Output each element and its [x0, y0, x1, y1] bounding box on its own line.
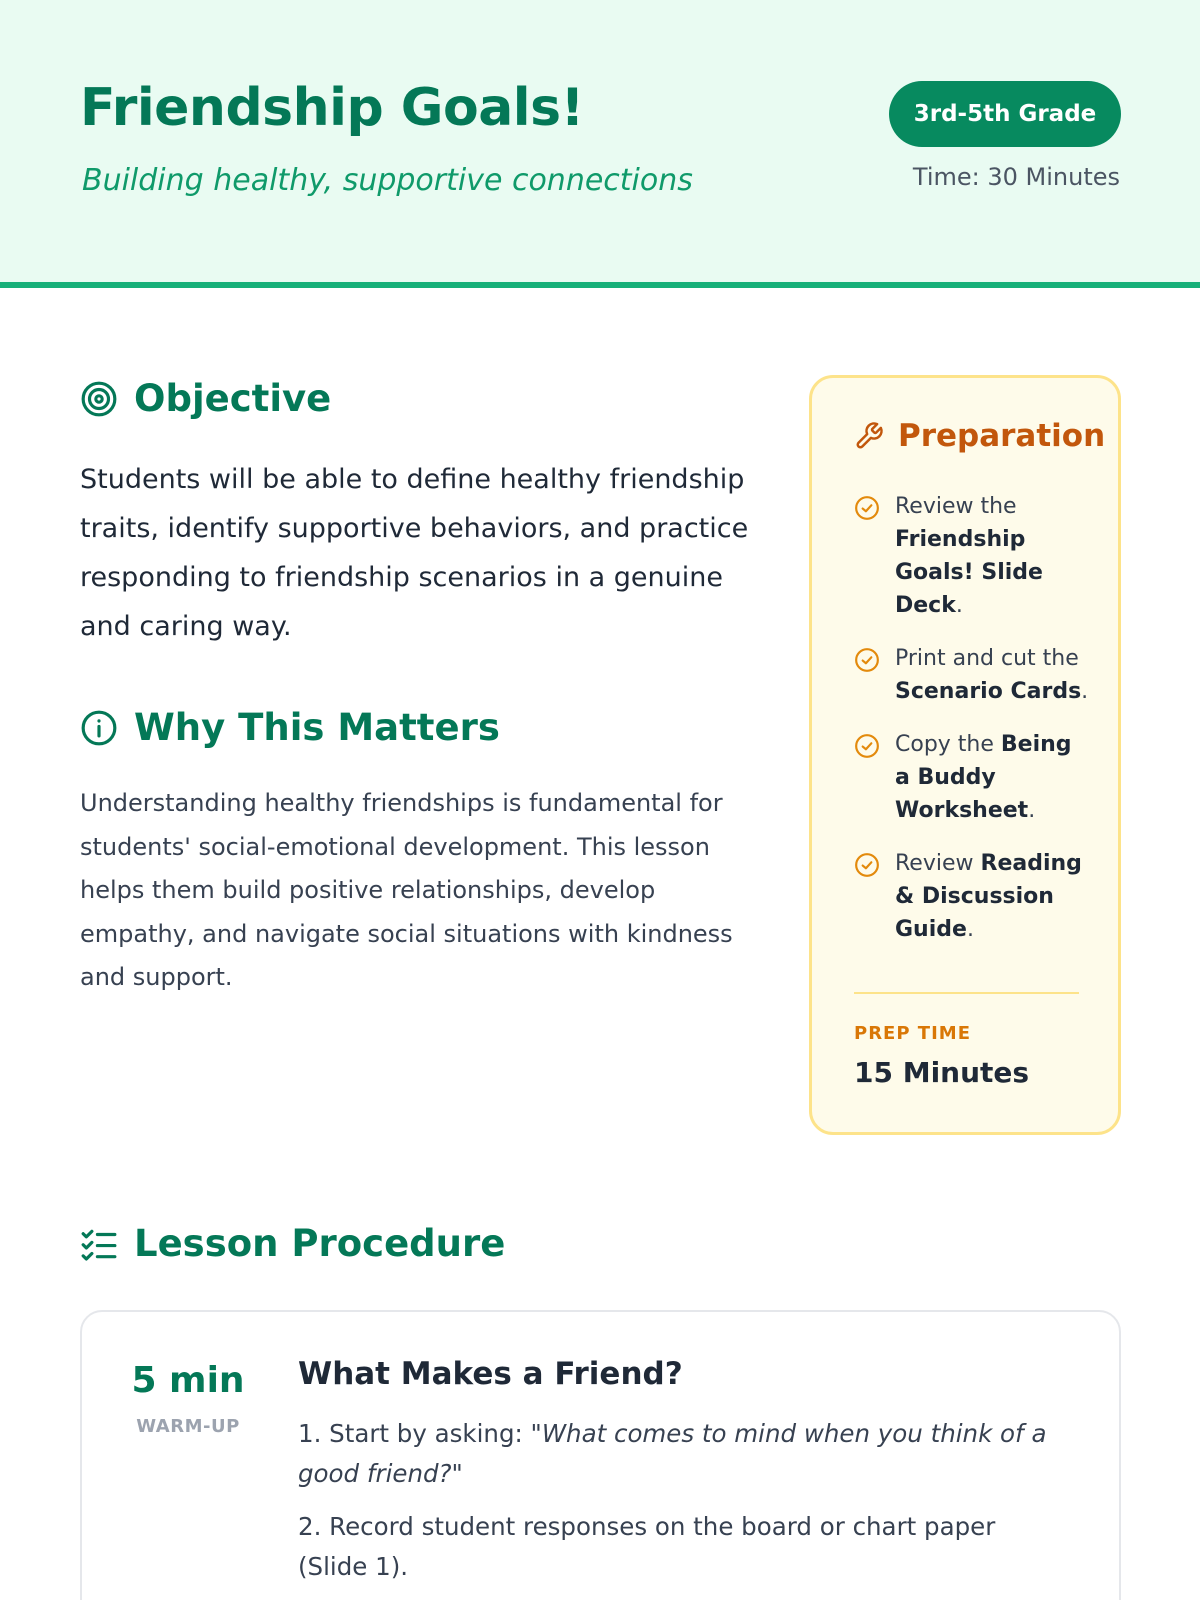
preparation-item-resource: Friendship Goals! Slide Deck: [895, 527, 1043, 618]
page-title: Friendship Goals!: [80, 78, 584, 138]
check-circle-icon: [854, 733, 880, 759]
target-icon: [80, 380, 118, 418]
info-icon: [80, 709, 118, 747]
check-circle-icon: [854, 495, 880, 521]
why-heading: [80, 706, 500, 749]
lesson-duration: Time: 30 Minutes: [912, 163, 1120, 191]
preparation-heading: [854, 418, 1105, 454]
why-text: Understanding healthy friendships is fundamental for students' social-emotional development. This lesson helps them build positive relationships, develop empathy, and navigate social situations with kindness and support.: [80, 789, 733, 991]
preparation-item-resource: Scenario Cards: [895, 679, 1082, 704]
procedure-heading-label: Lesson Procedure: [134, 1222, 506, 1265]
preparation-item: Print and cut the Scenario Cards.: [854, 642, 1090, 708]
preparation-item-resource: Being a Buddy Worksheet: [895, 732, 1072, 823]
step-title: What Makes a Friend?: [298, 1356, 683, 1392]
preparation-item: Copy the Being a Buddy Worksheet.: [854, 728, 1090, 827]
preparation-card: [809, 375, 1121, 1135]
preparation-item: Review the Friendship Goals! Slide Deck.: [854, 490, 1090, 622]
prep-time-value: 15 Minutes: [854, 1056, 1030, 1089]
check-circle-icon: [854, 647, 880, 673]
lesson-header: [0, 0, 1200, 288]
preparation-list: [854, 490, 1090, 966]
step-instruction: 2. Record student responses on the board or chart paper (Slide 1).: [298, 1512, 996, 1581]
procedure-step-card: [80, 1310, 1121, 1600]
step-instruction: 1. Start by asking: "What comes to mind when you think of a good friend?": [298, 1419, 1047, 1488]
preparation-item: Review Reading & Discussion Guide.: [854, 847, 1090, 946]
divider: [854, 992, 1079, 994]
grade-badge: 3rd-5th Grade: [889, 81, 1121, 147]
preparation-heading-label: Preparation: [898, 418, 1106, 454]
page-subtitle: Building healthy, supportive connections: [82, 163, 693, 198]
step-phase: WARM-UP: [136, 1416, 240, 1437]
check-circle-icon: [854, 852, 880, 878]
objective-text: Students will be able to define healthy friendship traits, identify supportive behaviors, and practice responding to friendship scenarios in a genuine and caring way.: [80, 464, 749, 642]
prep-time-label: PREP TIME: [854, 1023, 971, 1044]
why-heading-label: Why This Matters: [134, 706, 500, 749]
objective-heading-label: Objective: [134, 377, 332, 420]
preparation-item-resource: Reading & Discussion Guide: [895, 851, 1082, 942]
step-quote: "What comes to mind when you think of a good friend?": [298, 1419, 1047, 1488]
procedure-heading: [80, 1222, 505, 1265]
checklist-icon: [80, 1225, 118, 1263]
wrench-icon: [854, 421, 884, 451]
step-instructions: [298, 1414, 1058, 1600]
step-duration: 5 min: [131, 1360, 245, 1401]
objective-heading: [80, 377, 331, 420]
